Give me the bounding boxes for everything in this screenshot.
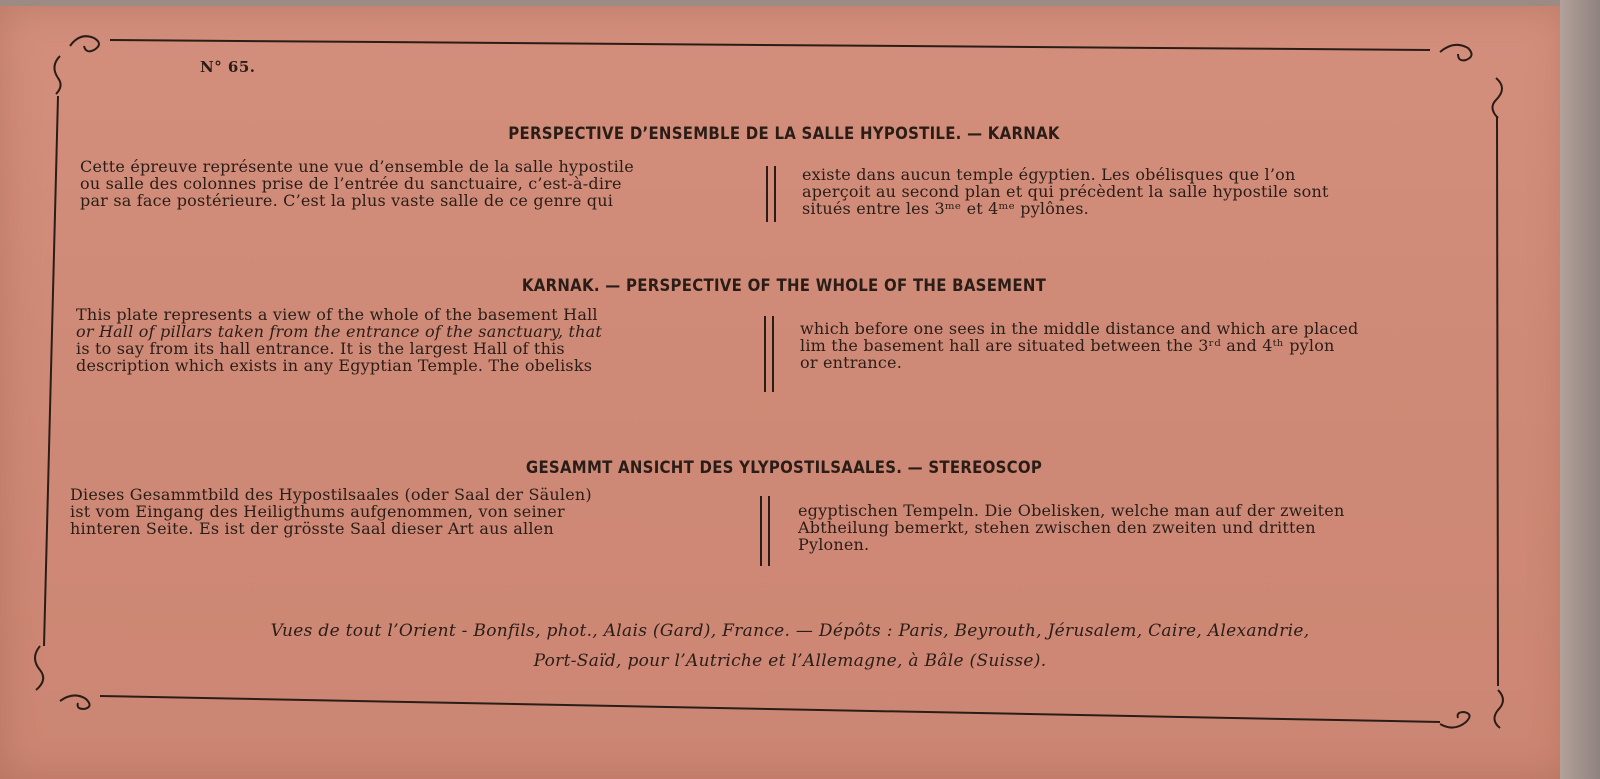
text-line: Pylonen.: [798, 535, 870, 554]
text-line: ou salle des colonnes prise de l’entrée du sanctuaire, c’est-à-dire: [80, 174, 622, 193]
stereoview-card-back: [0, 6, 1568, 779]
footer-line: Vues de tout l’Orient - Bonfils, phot., Alais (Gard), France. — Dépôts : Paris, Beyrouth, Jérusalem, Caire, Alexandrie,: [270, 621, 1310, 641]
text-line: or Hall of pillars taken from the entrance of the sanctuary, that: [76, 322, 603, 341]
text-line: which before one sees in the middle distance and which are placed: [800, 319, 1359, 338]
text-line: Dieses Gesammtbild des Hypostilsaales (oder Saal der Säulen): [70, 485, 592, 504]
text-line: par sa face postérieure. C’est la plus vaste salle de ce genre qui: [80, 191, 614, 210]
publisher-footer: [60, 616, 1520, 676]
column-divider: [760, 496, 770, 566]
french-left-column: [80, 158, 740, 209]
french-right-column: [802, 166, 1478, 217]
column-divider: [766, 166, 776, 222]
english-left-column: [76, 306, 736, 374]
french-section-title: PERSPECTIVE D’ENSEMBLE DE LA SALLE HYPOSTILE. — KARNAK: [508, 124, 1060, 144]
plate-number: N° 65.: [200, 58, 256, 76]
text-line: aperçoit au second plan et qui précèdent la salle hypostile sont: [802, 182, 1329, 201]
text-line: description which exists in any Egyptian Temple. The obelisks: [76, 356, 593, 375]
text-line: lim the basement hall are situated between the 3ʳᵈ and 4ᵗʰ pylon: [800, 336, 1335, 355]
english-section-title: KARNAK. — PERSPECTIVE OF THE WHOLE OF THE BASEMENT: [521, 276, 1047, 296]
card-edge: [1560, 0, 1600, 779]
text-line: hinteren Seite. Es ist der grösste Saal dieser Art aus allen: [70, 519, 554, 538]
german-left-column: [70, 486, 730, 537]
german-right-column: [798, 502, 1478, 553]
english-right-column: [800, 320, 1480, 371]
text-line: is to say from its hall entrance. It is the largest Hall of this: [76, 339, 565, 358]
footer-line: Port-Saïd, pour l’Autriche et l’Allemagne, à Bâle (Suisse).: [533, 651, 1047, 671]
text-line: situés entre les 3ᵐᵉ et 4ᵐᵉ pylônes.: [802, 199, 1089, 218]
text-line: or entrance.: [800, 353, 902, 372]
text-line: ist vom Eingang des Heiligthums aufgenommen, von seiner: [70, 502, 565, 521]
text-line: existe dans aucun temple égyptien. Les obélisques que l’on: [802, 165, 1296, 184]
column-divider: [764, 316, 774, 392]
text-line: Abtheilung bemerkt, stehen zwischen den zweiten und dritten: [798, 518, 1316, 537]
german-section-title: GESAMMT ANSICHT DES YLYPOSTILSAALES. — STEREOSCOP: [525, 458, 1043, 478]
text-line: egyptischen Tempeln. Die Obelisken, welche man auf der zweiten: [798, 501, 1345, 520]
text-line: Cette épreuve représente une vue d’ensemble de la salle hypostile: [80, 157, 634, 176]
text-line: This plate represents a view of the whole of the basement Hall: [76, 305, 598, 324]
